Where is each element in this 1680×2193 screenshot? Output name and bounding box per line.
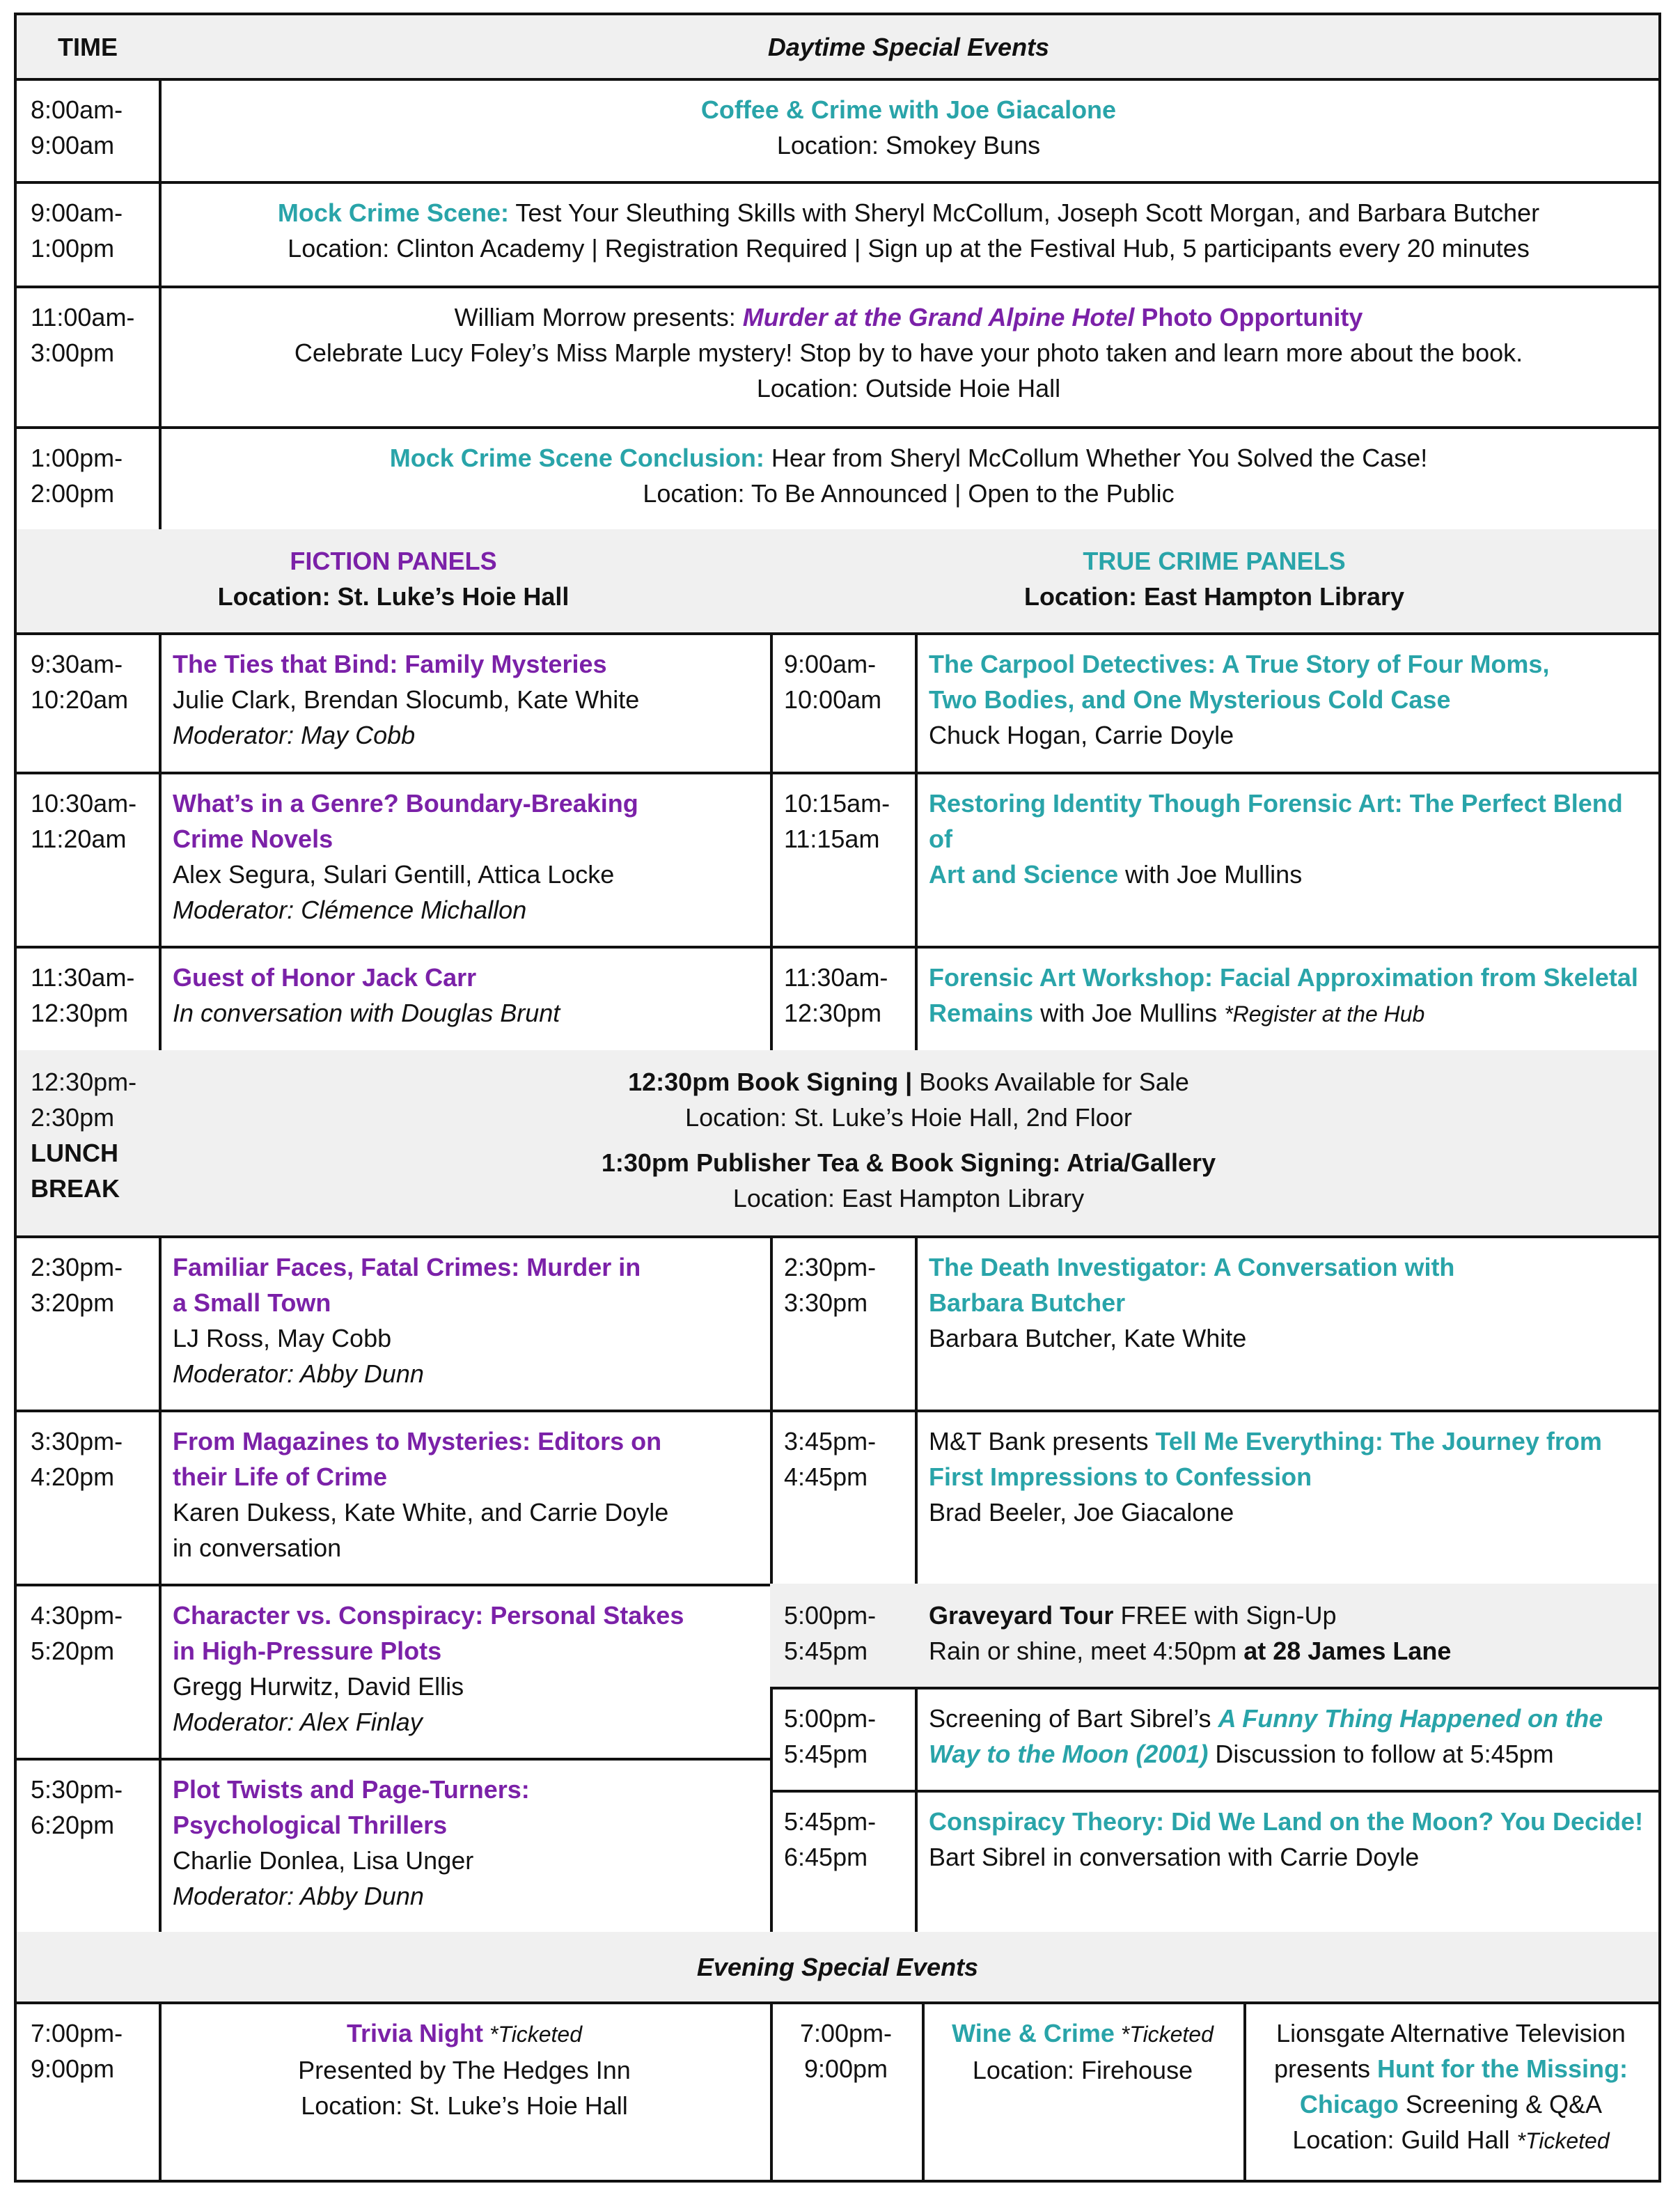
fiction-location: Location: St. Luke’s Hoie Hall xyxy=(217,582,570,611)
meet-note: Rain or shine, meet xyxy=(929,1637,1154,1665)
panel-title-cont: Remains xyxy=(929,999,1034,1027)
registration-note: *Register at the Hub xyxy=(1224,1001,1425,1027)
panel-title-cont: Crime Novels xyxy=(173,825,333,853)
event-location: Location: Clinton Academy | Registration Required | Sign up at the Festival Hub, 5 participants every 20 minutes xyxy=(288,234,1530,263)
truecrime-title: TRUE CRIME PANELS xyxy=(1083,547,1346,575)
truecrime-panel xyxy=(915,1790,1661,1935)
signup-note: FREE with Sign-Up xyxy=(1113,1601,1337,1630)
event-location: Location: Outside Hoie Hall xyxy=(756,374,1061,403)
truecrime-time xyxy=(770,1584,918,1689)
truecrime-panel xyxy=(915,1235,1661,1412)
event-title: Coffee & Crime with Joe Giacalone xyxy=(700,95,1117,124)
trivia-night xyxy=(159,2001,773,2183)
time-end: 2:00pm xyxy=(31,479,115,508)
panelists: Chuck Hogan, Carrie Doyle xyxy=(929,721,1234,749)
truecrime-time xyxy=(770,1235,918,1412)
screening-title: Hunt for the Missing: xyxy=(1377,2054,1628,2083)
panel-title: The Death Investigator: A Conversation with xyxy=(929,1253,1455,1281)
truecrime-header xyxy=(770,529,1661,635)
lionsgate-screening xyxy=(1243,2001,1661,2183)
meet-address: 28 James Lane xyxy=(1273,1637,1452,1665)
book-signing-location: Location: St. Luke’s Hoie Hall, 2nd Floor xyxy=(685,1103,1132,1132)
fiction-time xyxy=(14,632,162,774)
fiction-panel xyxy=(159,1235,773,1412)
panelists: Julie Clark, Brendan Slocumb, Kate White xyxy=(173,685,640,714)
screening-note: Screening & Q&A xyxy=(1398,2090,1603,2118)
day-event xyxy=(159,78,1661,184)
time-start: 7:00pm- xyxy=(799,2019,893,2047)
panelists: with Joe Mullins xyxy=(1118,860,1303,889)
trivia-presenter: Presented by The Hedges Inn xyxy=(298,2056,631,2084)
panel-title: Conspiracy Theory: Did We Land on the Moon? You Decide! xyxy=(929,1807,1644,1836)
panel-title-cont: Art and Science xyxy=(929,860,1119,889)
time-start: 9:30am- xyxy=(31,650,123,678)
wine-location: Location: Firehouse xyxy=(972,2056,1193,2084)
time-end: 12:30pm xyxy=(31,999,129,1027)
evening-time xyxy=(14,2001,162,2183)
fiction-time xyxy=(14,1758,162,1935)
time-end: 6:20pm xyxy=(31,1811,115,1839)
truecrime-time xyxy=(770,772,918,949)
moderator: Moderator: May Cobb xyxy=(173,721,416,749)
event-location: Location: Smokey Buns xyxy=(776,131,1041,159)
time-end: 5:45pm xyxy=(784,1740,868,1768)
time-header xyxy=(14,13,162,81)
truecrime-time xyxy=(770,1410,918,1586)
time-end: 9:00pm xyxy=(803,2054,888,2083)
time-start: 1:00pm- xyxy=(31,444,123,472)
moderator: Moderator: Clémence Michallon xyxy=(173,896,527,924)
panel-title-cont: a Small Town xyxy=(173,1288,331,1317)
time-start: 5:45pm- xyxy=(784,1807,877,1836)
truecrime-panel xyxy=(915,1687,1661,1793)
panelists: Bart Sibrel in conversation with Carrie Doyle xyxy=(929,1843,1420,1871)
panel-title-cont: Psychological Thrillers xyxy=(173,1811,448,1839)
books-for-sale: Books Available for Sale xyxy=(912,1068,1189,1096)
truecrime-time xyxy=(770,632,918,774)
fiction-panel xyxy=(159,632,773,774)
day-event xyxy=(159,181,1661,288)
panel-title: Character vs. Conspiracy: Personal Stakes xyxy=(173,1601,684,1630)
panel-title: From Magazines to Mysteries: Editors on xyxy=(173,1427,662,1456)
daytime-header xyxy=(159,13,1661,81)
time-start: 8:00am- xyxy=(31,95,123,124)
time-header-label: TIME xyxy=(58,32,118,61)
time-start: 11:30am- xyxy=(31,963,135,992)
time-end: 3:30pm xyxy=(784,1288,868,1317)
fiction-panel xyxy=(159,772,773,949)
time-start: 11:30am- xyxy=(784,963,888,992)
event-book-title: Murder at the Grand Alpine Hotel xyxy=(742,303,1135,331)
time-start: 3:45pm- xyxy=(784,1427,877,1456)
ticketed-note: *Ticketed xyxy=(1114,2022,1214,2047)
event-presenter: Screening of Bart Sibrel’s xyxy=(929,1704,1218,1733)
time-end: 10:00am xyxy=(784,685,882,714)
panel-title-cont: in High-Pressure Plots xyxy=(173,1637,442,1665)
event-title: Mock Crime Scene Conclusion: xyxy=(389,444,764,472)
event-desc: Celebrate Lucy Foley’s Miss Marple mystery! Stop by to have your photo taken and learn more about the book. xyxy=(294,338,1523,367)
time-start: 7:00pm- xyxy=(31,2019,123,2047)
day-event-time xyxy=(14,286,162,429)
publisher-tea-title: 1:30pm Publisher Tea & Book Signing: Atria/Gallery xyxy=(601,1148,1216,1177)
time-end: 4:45pm xyxy=(784,1462,868,1491)
panelists: Charlie Donlea, Lisa Unger xyxy=(173,1846,474,1875)
panelists: with Joe Mullins xyxy=(1033,999,1225,1027)
time-end: 6:45pm xyxy=(784,1843,868,1871)
moderator: Moderator: Abby Dunn xyxy=(173,1882,424,1910)
moderator: Moderator: Abby Dunn xyxy=(173,1359,424,1388)
day-event xyxy=(159,286,1661,429)
panelists: Karen Dukess, Kate White, and Carrie Doyle xyxy=(173,1498,669,1527)
fiction-time xyxy=(14,1235,162,1412)
truecrime-time xyxy=(770,1790,918,1935)
time-end: 10:20am xyxy=(31,685,129,714)
event-location: Location: To Be Announced | Open to the Public xyxy=(643,479,1175,508)
truecrime-panel xyxy=(915,1584,1661,1689)
panel-title-cont: Way to the Moon (2001) xyxy=(929,1740,1209,1768)
fiction-time xyxy=(14,772,162,949)
lunch-events xyxy=(159,1050,1661,1238)
graveyard-tour-title: Graveyard Tour xyxy=(929,1601,1114,1630)
panelists: Gregg Hurwitz, David Ellis xyxy=(173,1672,464,1701)
daytime-title: Daytime Special Events xyxy=(767,32,1050,61)
lionsgate-presenter: Lionsgate Alternative Television xyxy=(1276,2019,1626,2047)
time-start: 2:30pm- xyxy=(784,1253,877,1281)
time-end: 5:20pm xyxy=(31,1637,115,1665)
lunch-label: LUNCH xyxy=(31,1139,118,1167)
evening-header xyxy=(14,1932,1661,2004)
presents-label: presents xyxy=(1273,2054,1378,2083)
fiction-title: FICTION PANELS xyxy=(290,547,497,575)
panelists: LJ Ross, May Cobb xyxy=(173,1324,392,1352)
fiction-time xyxy=(14,1410,162,1586)
time-start: 9:00am- xyxy=(31,198,123,227)
time-end: 3:00pm xyxy=(31,338,115,367)
time-end: 12:30pm xyxy=(784,999,882,1027)
wine-and-crime xyxy=(922,2001,1246,2183)
time-start: 4:30pm- xyxy=(31,1601,123,1630)
time-end: 4:20pm xyxy=(31,1462,115,1491)
fiction-header xyxy=(14,529,773,635)
evening-title: Evening Special Events xyxy=(696,1952,979,1981)
time-start: 10:30am- xyxy=(31,789,137,818)
panel-title-cont: Two Bodies, and One Mysterious Cold Case xyxy=(929,685,1451,714)
truecrime-location: Location: East Hampton Library xyxy=(1023,582,1405,611)
panelists-cont: in conversation xyxy=(173,1533,342,1562)
screening-location: Location: Guild Hall xyxy=(1292,2125,1517,2154)
discussion-note: Discussion to follow at 5:45pm xyxy=(1208,1740,1554,1768)
panel-title-cont: their Life of Crime xyxy=(173,1462,388,1491)
time-end: 1:00pm xyxy=(31,234,115,263)
time-start: 10:15am- xyxy=(784,789,890,818)
time-end: 5:45pm xyxy=(784,1637,868,1665)
fiction-panel xyxy=(159,1758,773,1935)
publisher-tea-location: Location: East Hampton Library xyxy=(732,1184,1085,1212)
time-end: 2:30pm xyxy=(31,1103,115,1132)
break-label: BREAK xyxy=(31,1174,120,1203)
trivia-title: Trivia Night xyxy=(346,2019,484,2047)
moderator: Moderator: Alex Finlay xyxy=(173,1708,423,1736)
wine-title: Wine & Crime xyxy=(952,2019,1115,2047)
meet-time: 4:50pm xyxy=(1153,1637,1237,1665)
time-end: 3:20pm xyxy=(31,1288,115,1317)
time-end: 11:15am xyxy=(784,825,880,853)
time-start: 12:30pm- xyxy=(31,1068,137,1096)
day-event-time xyxy=(14,426,162,532)
fiction-panel xyxy=(159,946,773,1053)
truecrime-panel xyxy=(915,1410,1661,1586)
panel-title-cont: Barbara Butcher xyxy=(929,1288,1126,1317)
truecrime-panel xyxy=(915,772,1661,949)
time-start: 5:30pm- xyxy=(31,1775,123,1804)
fiction-panel xyxy=(159,1410,773,1586)
time-start: 5:00pm- xyxy=(784,1704,877,1733)
fiction-time xyxy=(14,1584,162,1761)
panel-title: What’s in a Genre? Boundary-Breaking xyxy=(173,789,638,818)
panelists: Brad Beeler, Joe Giacalone xyxy=(929,1498,1234,1527)
time-end: 9:00pm xyxy=(31,2054,115,2083)
time-start: 5:00pm- xyxy=(784,1601,877,1630)
fiction-panel xyxy=(159,1584,773,1761)
panelists: Alex Segura, Sulari Gentill, Attica Locke xyxy=(173,860,615,889)
time-start: 11:00am- xyxy=(31,303,135,331)
time-end: 11:20am xyxy=(31,825,127,853)
time-start: 3:30pm- xyxy=(31,1427,123,1456)
panel-title: Guest of Honor Jack Carr xyxy=(173,963,477,992)
panel-title: The Ties that Bind: Family Mysteries xyxy=(173,650,607,678)
time-end: 9:00am xyxy=(31,131,115,159)
event-desc: Test Your Sleuthing Skills with Sheryl McCollum, Joseph Scott Morgan, and Barbara Butcher xyxy=(509,198,1540,227)
day-event-time xyxy=(14,181,162,288)
lunch-time xyxy=(14,1050,162,1238)
event-presenter: William Morrow presents: xyxy=(454,303,743,331)
meet-at: at xyxy=(1237,1637,1273,1665)
moderator: In conversation with Douglas Brunt xyxy=(173,999,560,1027)
truecrime-panel xyxy=(915,632,1661,774)
panel-title: Plot Twists and Page-Turners: xyxy=(173,1775,530,1804)
fiction-time xyxy=(14,946,162,1053)
panel-title: Forensic Art Workshop: Facial Approximation from Skeletal xyxy=(929,963,1638,992)
time-start: 9:00am- xyxy=(784,650,877,678)
day-event-time xyxy=(14,78,162,184)
ticketed-note: *Ticketed xyxy=(483,2022,583,2047)
panelists: Barbara Butcher, Kate White xyxy=(929,1324,1247,1352)
event-title: Mock Crime Scene: xyxy=(277,198,510,227)
panel-title: Restoring Identity Though Forensic Art: The Perfect Blend of xyxy=(929,789,1623,853)
panel-title: The Carpool Detectives: A True Story of Four Moms, xyxy=(929,650,1550,678)
screening-title-cont: Chicago xyxy=(1299,2090,1399,2118)
event-presenter: M&T Bank presents xyxy=(929,1427,1156,1456)
ticketed-note: *Ticketed xyxy=(1516,2128,1610,2153)
event-title: Photo Opportunity xyxy=(1134,303,1363,331)
day-event xyxy=(159,426,1661,532)
event-desc: Hear from Sheryl McCollum Whether You Solved the Case! xyxy=(764,444,1428,472)
evening-time xyxy=(770,2001,925,2183)
panel-title-cont: First Impressions to Confession xyxy=(929,1462,1312,1491)
book-signing-title: 12:30pm Book Signing | xyxy=(628,1068,913,1096)
panel-title: Familiar Faces, Fatal Crimes: Murder in xyxy=(173,1253,641,1281)
trivia-location: Location: St. Luke’s Hoie Hall xyxy=(301,2091,628,2120)
panel-title: Tell Me Everything: The Journey from xyxy=(1155,1427,1602,1456)
truecrime-panel xyxy=(915,946,1661,1053)
panel-title: A Funny Thing Happened on the xyxy=(1218,1704,1603,1733)
truecrime-time xyxy=(770,946,918,1053)
time-start: 2:30pm- xyxy=(31,1253,123,1281)
truecrime-time xyxy=(770,1687,918,1793)
